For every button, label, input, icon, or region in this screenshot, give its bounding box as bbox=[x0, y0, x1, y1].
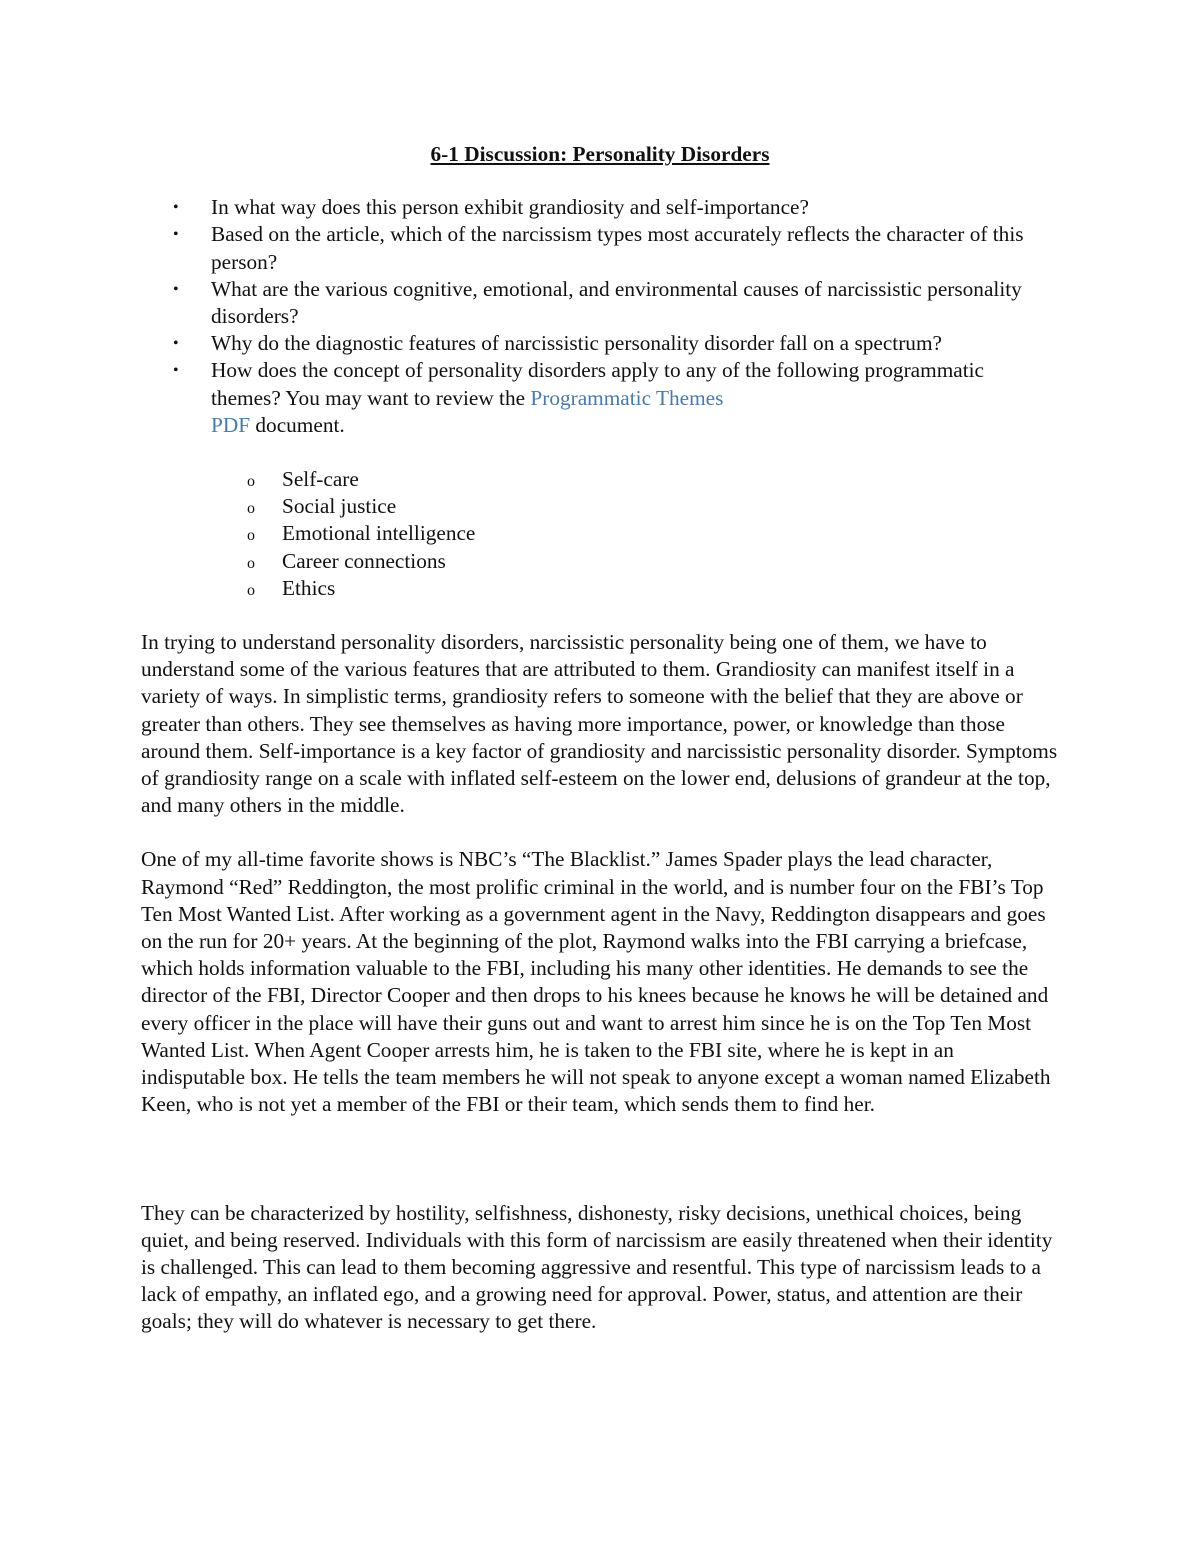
question-text: In what way does this person exhibit grandiosity and self-importance? bbox=[211, 195, 809, 220]
document-body bbox=[141, 141, 1059, 1336]
theme-item bbox=[141, 575, 1059, 602]
list-item bbox=[141, 357, 1059, 439]
list-item bbox=[141, 194, 1059, 221]
theme-text: Social justice bbox=[282, 494, 397, 519]
theme-text: Career connections bbox=[282, 548, 446, 573]
paragraph-blacklist: One of my all-time favorite shows is NBC’s “The Blacklist.” James Spader plays the lead character, Raymond “Red” Reddington, the most prolific criminal in the world, and is number four on the FBI’s Top Ten Most Wanted List. After working as a government agent in the Navy, Reddington disappears and goes on the run for 20+ years. At the beginning of the plot, Raymond walks into the FBI carrying a briefcase, which holds information valuable to the FBI, including his many other identities. He demands to see the director of the FBI, Director Cooper and then drops to his knees because he knows he will be detained and every officer in the place will have their guns out and want to arrest him since he is on the Top Ten Most Wanted List. When Agent Cooper arrests him, he is taken to the FBI site, where he is kept in an indisputable box. He tells the team members he will not speak to anyone except a woman named Elizabeth Keen, who is not yet a member of the FBI or their team, which sends them to find her. bbox=[141, 847, 1051, 1117]
circle-bullet-icon: o bbox=[247, 527, 255, 545]
list-item bbox=[141, 330, 1059, 357]
bullet-icon: • bbox=[173, 335, 179, 353]
question-text: Why do the diagnostic features of narcissistic personality disorder fall on a spectrum? bbox=[211, 331, 942, 356]
bullet-icon: • bbox=[173, 362, 179, 380]
question-list bbox=[141, 194, 1059, 439]
bullet-icon: • bbox=[173, 199, 179, 217]
circle-bullet-icon: o bbox=[247, 581, 255, 599]
link-text-line1[interactable]: Programmatic Themes bbox=[530, 385, 724, 410]
link-text-line2[interactable]: PDF bbox=[211, 412, 251, 437]
question-text-suffix: document. bbox=[250, 412, 345, 437]
circle-bullet-icon: o bbox=[247, 554, 255, 572]
list-item bbox=[141, 221, 1059, 275]
circle-bullet-icon: o bbox=[247, 473, 255, 491]
themes-list bbox=[141, 466, 1059, 602]
paragraph-grandiosity: In trying to understand personality disorders, narcissistic personality being one of them, we have to understand some of the various features that are attributed to them. Grandiosity can manifest itself in a variety of ways. In simplistic terms, grandiosity refers to someone with the belief that they are above or greater than others. They see themselves as having more importance, power, or knowledge than those around them. Self-importance is a key factor of grandiosity and narcissistic personality disorder. Symptoms of grandiosity range on a scale with inflated self-esteem on the lower end, delusions of grandeur at the top, and many others in the middle. bbox=[141, 630, 1058, 818]
theme-item bbox=[141, 548, 1059, 575]
question-text: What are the various cognitive, emotional, and environmental causes of narcissistic personality disorders? bbox=[211, 276, 1022, 329]
bullet-icon: • bbox=[173, 226, 179, 244]
theme-item bbox=[141, 520, 1059, 547]
question-text: How does the concept of personality disorders apply to any of the following programmatic themes? You may want to review the bbox=[211, 358, 984, 410]
theme-item bbox=[141, 466, 1059, 493]
theme-text: Emotional intelligence bbox=[282, 521, 476, 546]
theme-text: Ethics bbox=[282, 575, 336, 600]
circle-bullet-icon: o bbox=[247, 500, 255, 518]
bullet-icon: • bbox=[173, 280, 179, 298]
page-title: 6-1 Discussion: Personality Disorders bbox=[430, 142, 770, 166]
theme-item bbox=[141, 493, 1059, 520]
paragraph-characteristics: They can be characterized by hostility, selfishness, dishonesty, risky decisions, unethical choices, being quiet, and being reserved. Individuals with this form of narcissism are easily threatened when their identity is challenged. This can lead to them becoming aggressive and resentful. This type of narcissism leads to a lack of empathy, an inflated ego, and a growing need for approval. Power, status, and attention are their goals; they will do whatever is necessary to get there. bbox=[141, 1200, 1053, 1334]
list-item bbox=[141, 276, 1059, 330]
question-text: Based on the article, which of the narcissism types most accurately reflects the character of this person? bbox=[211, 222, 1024, 274]
theme-text: Self-care bbox=[282, 467, 359, 492]
